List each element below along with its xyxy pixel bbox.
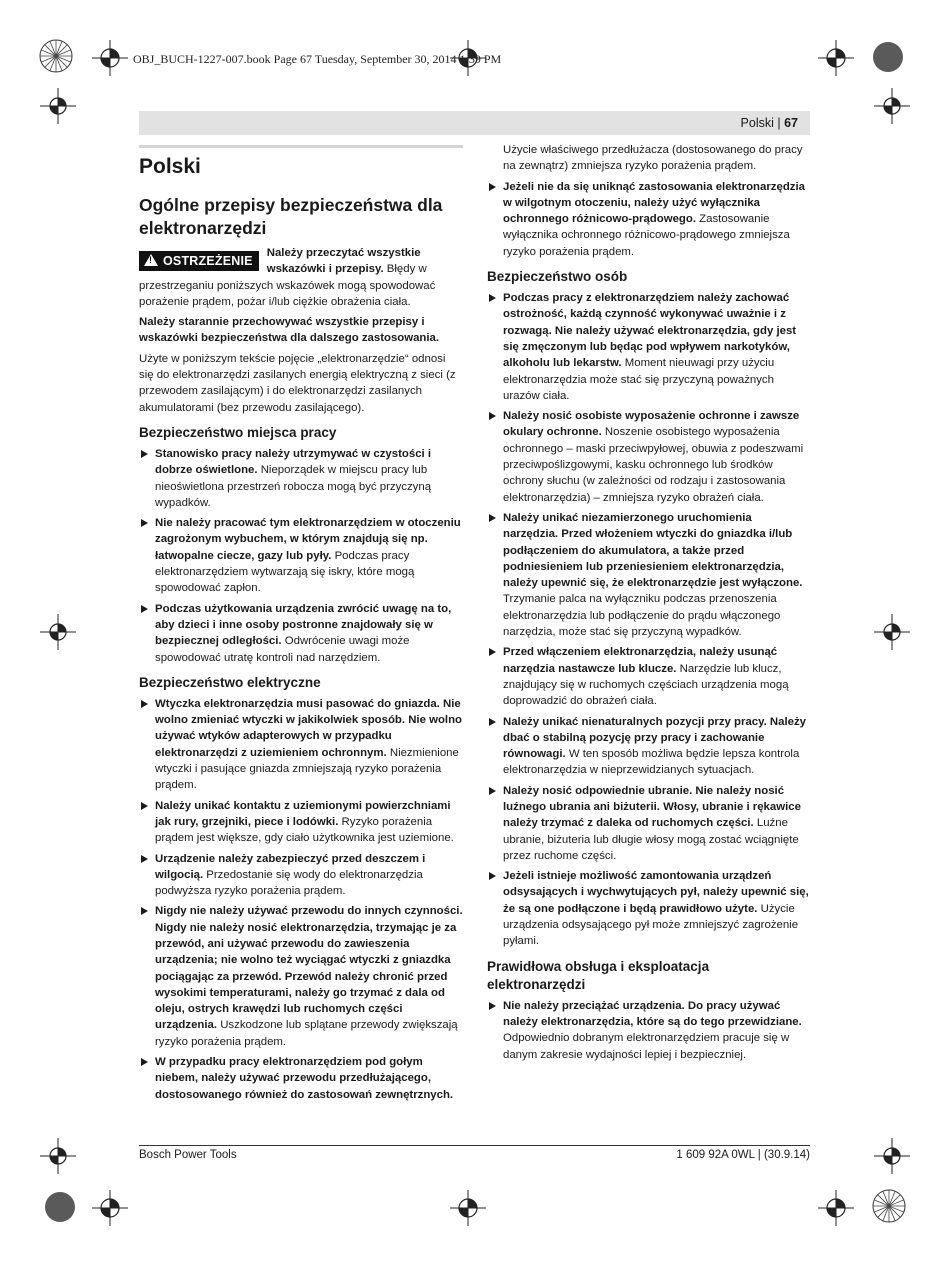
page-label: Polski | 67 xyxy=(740,116,798,130)
list-item xyxy=(139,851,463,900)
right-column xyxy=(487,142,809,1067)
crosshair-mark-icon xyxy=(818,1190,854,1226)
item-text: Nieporządek w miejscu pracy lub nieoświetlona przestrzeń robocza mogą być przyczyną wypadków. xyxy=(155,464,432,509)
page-number: 67 xyxy=(784,116,798,130)
file-info-line: OBJ_BUCH-1227-007.book Page 67 Tuesday, September 30, 2014 1:39 PM xyxy=(133,52,502,66)
crosshair-mark-icon xyxy=(818,40,854,76)
crosshair-mark-icon xyxy=(92,40,128,76)
item-bold: Nie należy pracować tym elektronarzędziem w otoczeniu zagrożonym wybuchem, w którym znajdują się np. łatwopalne ciecze, gazy lub pyły. xyxy=(155,517,461,562)
list-item xyxy=(139,446,463,511)
title-rule xyxy=(139,145,463,148)
item-text: Narzędzie lub klucz, znajdujący się w ruchomych częściach urządzenia mogą doprowadzić do obrażeń ciała. xyxy=(503,662,789,708)
warning-text: Błędy w przestrzeganiu poniższych wskazówek mogą spowodować porażenie prądem, pożar i/lub ciężkie obrażenia ciała. xyxy=(139,263,436,308)
term-note: Użyte w poniższym tekście pojęcie „elektronarzędzie“ odnosi się do elektronarzędzi zasilanych energią elektryczną z sieci (z przewodem zasilającym) i do elektronarzędzi zasilanych akumulatorami (bez przewodu zasilającego). xyxy=(139,352,456,414)
item-bold: Należy unikać nienaturalnych pozycji przy pracy. Należy dbać o stabilną pozycję przy pracy i zachowanie równowagi. xyxy=(503,715,807,761)
crosshair-mark-icon xyxy=(874,88,910,124)
list-item xyxy=(139,696,463,794)
list-item xyxy=(487,783,809,864)
registration-mark-icon xyxy=(38,38,74,74)
left-column xyxy=(139,145,463,1107)
page-header-bar xyxy=(139,111,810,135)
list-item xyxy=(487,408,809,506)
warning-triangle-icon: ! xyxy=(144,254,158,266)
item-bold: Nigdy nie należy używać przewodu do innych czynności. Nigdy nie należy nosić elektronarzędzia, trzymając je za przewód, ani używać przewodu do zawieszenia urządzenia; nie wolno też wyciągać wtyczki z gniazdka pociągając za przewód. Przewód należy chronić przed wysokimi temperaturami, należy go trzymać z dala od oleju, ostrych krawędzi lub ruchomych części urządzenia. xyxy=(155,905,463,1032)
list-item xyxy=(139,601,463,666)
gray-registration-disc-icon xyxy=(43,1190,77,1224)
item-text: Noszenie osobistego wyposażenia ochronnego – maski przeciwpyłowej, obuwia z podeszwami przeciwpoślizgowymi, kasku ochronnego lub środków ochrony słuchu (w zależności od rodzaju i zastosowania elektronarzędzia) – zmniejsza ryzyko obrażeń ciała. xyxy=(503,426,804,504)
handling-heading: Prawidłowa obsługa i eksploatacja elektronarzędzi xyxy=(487,958,710,992)
item-bold: Przed włączeniem elektronarzędzia, należy usunąć narzędzia nastawcze lub klucze. xyxy=(503,646,778,675)
item-bold: Urządzenie należy zabezpieczyć przed deszczem i wilgocią. xyxy=(155,852,426,881)
item-bold: Stanowisko pracy należy utrzymywać w czystości i dobrze oświetlone. xyxy=(155,447,432,477)
item-text: Ryzyko porażenia prądem jest większe, gdy ciało użytkownika jest uziemione. xyxy=(155,815,454,845)
list-item xyxy=(487,714,809,779)
list-item xyxy=(139,798,463,847)
continued-paragraph: Użycie właściwego przedłużacza (dostosowanego do pracy na zewnątrz) zmniejsza ryzyko porażenia prądem. xyxy=(503,144,803,173)
item-bold: Podczas użytkowania urządzenia zwrócić uwagę na to, aby dzieci i inne osoby postronne znajdowały się w bezpiecznej odległości. xyxy=(155,602,452,648)
warning-paragraph xyxy=(139,245,463,310)
item-text: Użycie urządzenia odsysającego pył może zmniejszyć zagrożenie pyłami. xyxy=(503,902,799,948)
registration-mark-icon xyxy=(871,1188,907,1224)
item-text: Moment nieuwagi przy użyciu elektronarzędzia może stać się przyczyną poważnych urazów ciała. xyxy=(503,357,775,402)
list-item xyxy=(487,998,809,1063)
main-heading: Ogólne przepisy bezpieczeństwa dla elektronarzędzi xyxy=(139,195,443,238)
item-bold: Należy nosić osobiste wyposażenie ochronne i zawsze okulary ochronne. xyxy=(503,410,800,439)
item-bold: Należy nosić odpowiednie ubranie. Nie należy nosić luźnego ubrania ani biżuterii. Włosy, ubranie i rękawice należy trzymać z daleka od ruchomych części. xyxy=(503,784,801,830)
item-text: Odwrócenie uwagi może spowodować utratę kontroli nad narzędziem. xyxy=(155,635,410,664)
list-item xyxy=(487,179,809,260)
keep-rules-note: Należy starannie przechowywać wszystkie przepisy i wskazówki bezpieczeństwa dla dalszego zastosowania. xyxy=(139,316,440,345)
list-item xyxy=(139,1054,463,1103)
footer-rule xyxy=(139,1145,810,1146)
warning-badge xyxy=(139,251,259,271)
list-item xyxy=(487,868,809,949)
electrical-heading: Bezpieczeństwo elektryczne xyxy=(139,674,321,690)
language-title: Polski xyxy=(139,155,201,178)
item-text: Podczas pracy elektronarzędziem wytwarzają się iskry, które mogą spowodować zapłon. xyxy=(155,549,415,595)
personal-heading: Bezpieczeństwo osób xyxy=(487,269,628,285)
workplace-list xyxy=(139,446,463,666)
item-bold: Wtyczka elektronarzędzia musi pasować do gniazda. Nie wolno zmieniać wtyczki w jakikolwiek sposób. Nie wolno używać wtyków adapterowych w przypadku elektronarzędzi z uziemieniem ochronnym. xyxy=(155,697,462,759)
item-text: Uszkodzone lub splątane przewody zwiększają ryzyko porażenia prądem. xyxy=(155,1019,458,1048)
crosshair-mark-icon xyxy=(40,88,76,124)
crosshair-mark-icon xyxy=(92,1190,128,1226)
section-label: Polski xyxy=(740,116,774,130)
list-item xyxy=(487,510,809,640)
item-text: Trzymanie palca na wyłączniku podczas przenoszenia elektronarzędzia lub podłączenie do prądu włączonego narzędzia, może stać się przyczyną wypadków. xyxy=(503,593,781,639)
item-text: Luźne ubranie, biżuteria lub długie włosy mogą zostać wciągnięte przez ruchome części. xyxy=(503,817,799,862)
crosshair-mark-icon xyxy=(874,1138,910,1174)
handling-list xyxy=(487,998,809,1063)
item-text: Przedostanie się wody do elektronarzędzia podwyższa ryzyko porażenia prądem. xyxy=(155,868,423,898)
list-item xyxy=(487,290,809,404)
item-bold: W przypadku pracy elektronarzędziem pod gołym niebem, należy używać przewodu przedłużającego, dostosowanego również do zastosowań zewnętrznych. xyxy=(155,1056,454,1101)
crosshair-mark-icon xyxy=(874,614,910,650)
warning-label: OSTRZEŻENIE xyxy=(163,254,253,268)
item-bold: Nie należy przeciążać urządzenia. Do pracy używać należy elektronarzędzia, które są do tego przewidziane. xyxy=(503,999,802,1028)
personal-list xyxy=(487,290,809,950)
item-text: Odpowiednio dobranym elektronarzędziem pracuje się w danym zakresie wydajności lepiej i bezpieczniej. xyxy=(503,1032,790,1061)
item-text: W ten sposób możliwa będzie lepsza kontrola elektronarzędzia w nieprzewidzianych sytuacjach. xyxy=(503,748,800,777)
crosshair-mark-icon xyxy=(40,1138,76,1174)
item-bold: Należy unikać kontaktu z uziemionymi powierzchniami jak rury, grzejniki, piece i lodówki. xyxy=(155,799,451,828)
electrical-list xyxy=(139,696,463,1103)
item-text: Zastosowanie wyłącznika ochronnego różnicowo-prądowego zmniejsza ryzyko porażenia prądem. xyxy=(503,213,790,258)
warning-bold: Należy przeczytać wszystkie wskazówki i przepisy. xyxy=(266,247,421,276)
list-item xyxy=(139,515,463,596)
gray-registration-disc-icon xyxy=(871,40,905,74)
item-bold: Jeżeli nie da się uniknąć zastosowania elektronarzędzia w wilgotnym otoczeniu, należy użyć wyłącznika ochronnego różnicowo-prądowego. xyxy=(503,180,805,226)
footer-doc-ref: 1 609 92A 0WL | (30.9.14) xyxy=(676,1149,810,1161)
list-item xyxy=(139,903,463,1050)
item-bold: Podczas pracy z elektronarzędziem należy zachować ostrożność, każdą czynność wykonywać uważnie i z rozwagą. Nie należy używać elektronarzędzia, gdy jest się zmęczonym lub będąc pod wpływem narkotyków, alkoholu lub lekarstw. xyxy=(503,292,797,370)
item-bold: Jeżeli istnieje możliwość zamontowania urządzeń odsysających i wychwytujących pył, należy upewnić się, że są one podłączone i będą prawidłowo użyte. xyxy=(503,870,809,915)
electrical-list-continued xyxy=(487,179,809,260)
item-bold: Należy unikać niezamierzonego uruchomienia narzędzia. Przed włożeniem wtyczki do gniazdka i/lub podłączeniem do akumulatora, a także przed podniesieniem lub przeniesieniem elektronarzędzia, należy upewnić się, że elektronarzędzie jest wyłączone. xyxy=(503,511,803,590)
workplace-heading: Bezpieczeństwo miejsca pracy xyxy=(139,424,337,440)
list-item xyxy=(487,644,809,709)
crosshair-mark-icon xyxy=(40,614,76,650)
footer-brand: Bosch Power Tools xyxy=(139,1149,237,1161)
crosshair-mark-icon xyxy=(450,1190,486,1226)
item-text: Niezmienione wtyczki i pasujące gniazda zmniejszają ryzyko porażenia prądem. xyxy=(155,746,459,792)
